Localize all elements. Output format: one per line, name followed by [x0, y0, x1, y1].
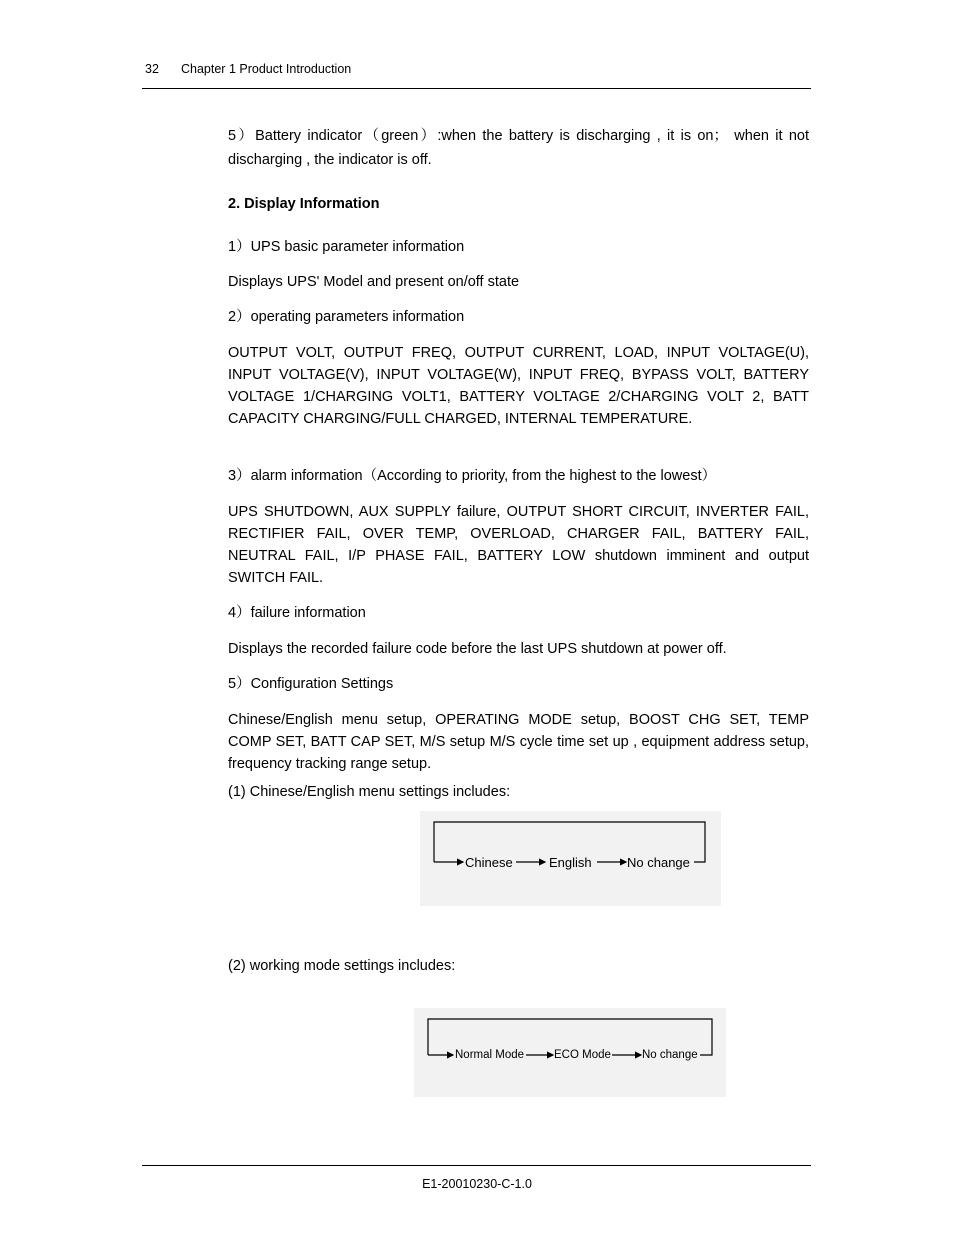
- chapter-title: Chapter 1 Product Introduction: [181, 62, 352, 76]
- item1-title: 1）UPS basic parameter information: [228, 239, 465, 255]
- item4-text: Displays the recorded failure code before the last UPS shutdown at power off.: [228, 641, 727, 657]
- section-heading: 2. Display Information: [228, 196, 380, 212]
- normal-mode-option-label: Normal Mode: [455, 1049, 525, 1061]
- item4-title: 4）failure information: [228, 605, 366, 621]
- sub1-title: (1) Chinese/English menu settings includes:: [228, 784, 511, 800]
- sub2-title: (2) working mode settings includes:: [228, 958, 456, 974]
- item3-paragraph: [228, 501, 809, 589]
- item2-text: OUTPUT VOLT, OUTPUT FREQ, OUTPUT CURRENT, LOAD, INPUT VOLTAGE(U), INPUT VOLTAGE(V), INPUT VOLTAGE(W), INPUT FREQ, BYPASS VOLT, BATTERY VOLTAGE 1/CHARGING VOLT1, BATTERY VOLTAGE 2/CHARGING VOLT 2, BATT CAPACITY CHARGING/FULL CHARGED, INTERNAL TEMPERATURE.: [228, 345, 809, 427]
- item2-paragraph: [228, 342, 809, 430]
- page-number: 32: [145, 62, 159, 76]
- battery-indicator-paragraph: [228, 124, 809, 172]
- chinese-option-label: Chinese: [465, 855, 513, 870]
- item1-text: Displays UPS' Model and present on/off state: [228, 274, 520, 290]
- no-change-option-label: No change: [627, 855, 690, 870]
- item3-text: UPS SHUTDOWN, AUX SUPPLY failure, OUTPUT SHORT CIRCUIT, INVERTER FAIL, RECTIFIER FAIL, OVER TEMP, OVERLOAD, CHARGER FAIL, BATTERY FAIL, NEUTRAL FAIL, I/P PHASE FAIL, BATTERY LOW shutdown imminent and output SWITCH FAIL.: [228, 504, 809, 586]
- item3-title: 3）alarm information（According to priority, from the highest to the lowest）: [228, 468, 717, 484]
- eco-mode-option-label: ECO Mode: [554, 1049, 611, 1061]
- no-change-mode-label: No change: [642, 1049, 698, 1061]
- item5-title: 5）Configuration Settings: [228, 676, 394, 692]
- document-code: E1-20010230-C-1.0: [422, 1177, 532, 1191]
- item2-title: 2）operating parameters information: [228, 309, 465, 325]
- working-mode-diagram: [414, 1008, 726, 1097]
- language-menu-diagram: [420, 811, 721, 906]
- english-option-label: English: [549, 855, 592, 870]
- battery-indicator-text: 5）Battery indicator（green）:when the battery is discharging , it is on； when it not discharging , the indicator is off.: [228, 128, 809, 168]
- item5-text: Chinese/English menu setup, OPERATING MODE setup, BOOST CHG SET, TEMP COMP SET, BATT CAP SET, M/S setup M/S cycle time set up , equipment address setup, frequency tracking range setup.: [228, 712, 809, 772]
- header-rule: [142, 88, 811, 89]
- footer-rule: [142, 1165, 811, 1166]
- item5-paragraph: [228, 709, 809, 775]
